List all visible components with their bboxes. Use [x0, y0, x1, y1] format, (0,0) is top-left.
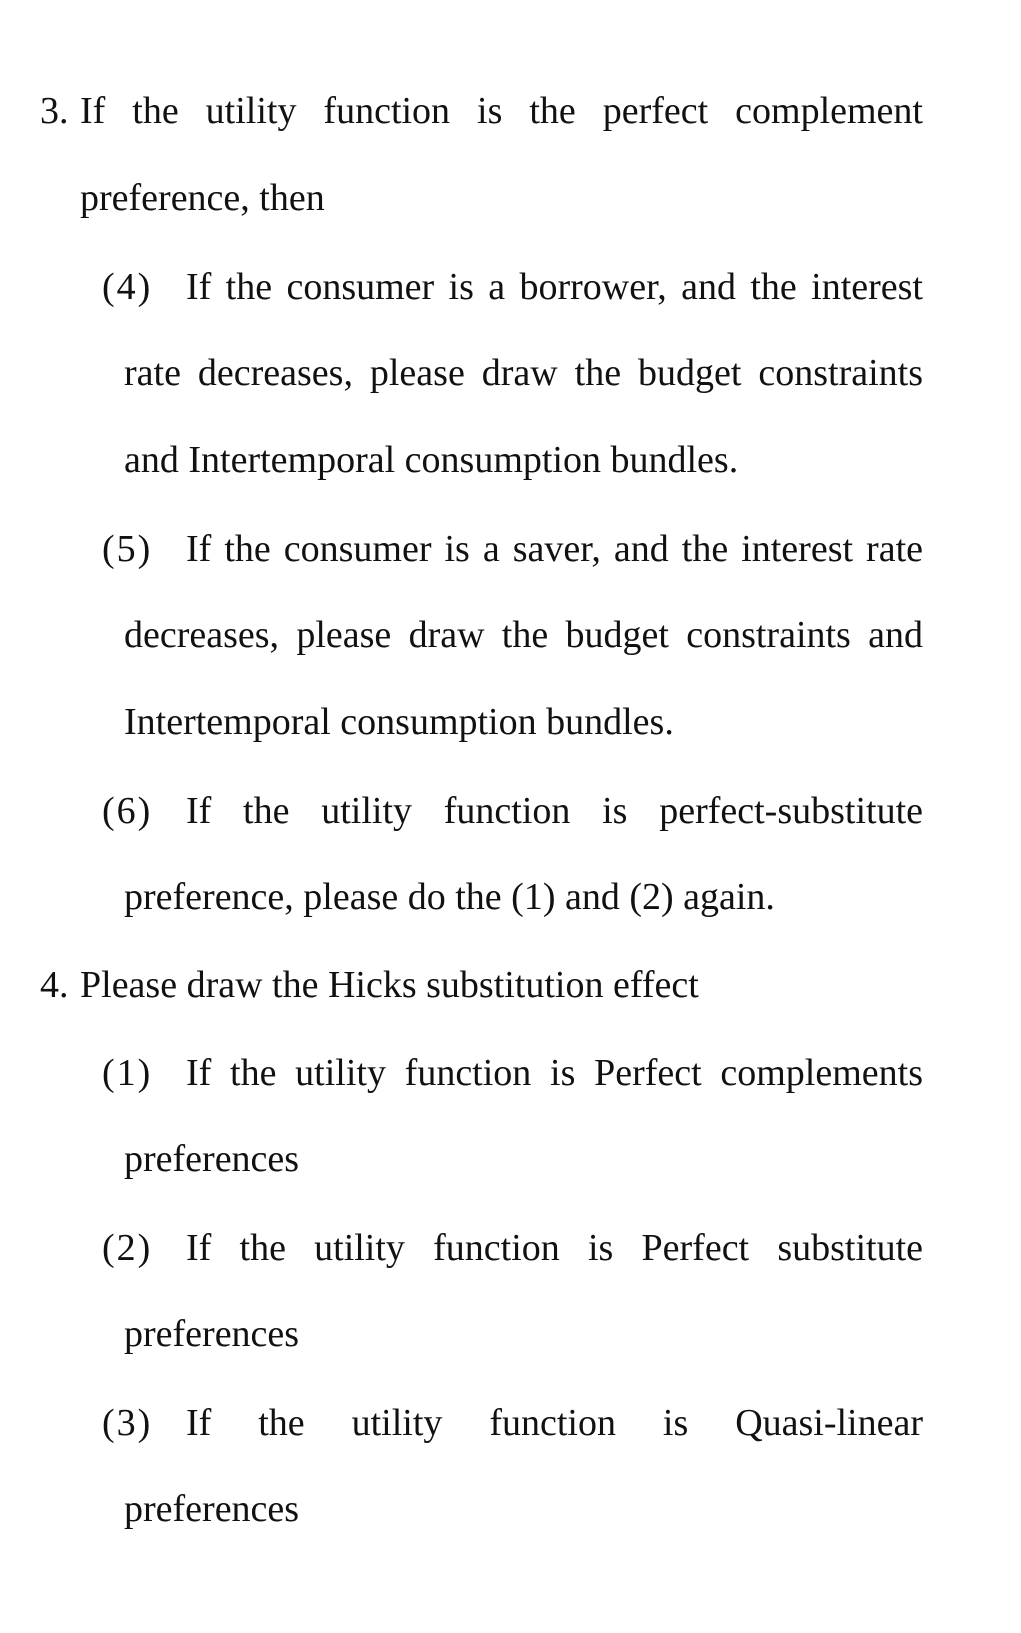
- item-marker: (1): [102, 1052, 153, 1094]
- question-number: 3.: [40, 90, 69, 132]
- item-text-line: preference, please do the (1) and (2) again.: [124, 876, 775, 918]
- item-text-line: If the consumer is a borrower, and the interest: [186, 266, 923, 308]
- question-text-line: If the utility function is the perfect complement: [80, 90, 923, 132]
- item-text-line: preferences: [124, 1313, 300, 1355]
- item-text-line: If the utility function is Quasi-linear: [186, 1402, 923, 1444]
- item-marker: (5): [102, 528, 153, 570]
- question-text-line: Please draw the Hicks substitution effect: [80, 964, 699, 1006]
- item-marker: (4): [102, 266, 153, 308]
- item-text-line: If the utility function is perfect-substitute: [186, 790, 923, 832]
- item-text-line: If the utility function is Perfect substitute: [186, 1227, 923, 1269]
- question-text-line: preference, then: [80, 177, 325, 219]
- item-text-line: If the consumer is a saver, and the interest rate: [186, 528, 923, 570]
- item-text-line: If the utility function is Perfect complements: [186, 1052, 923, 1094]
- item-text-line: and Intertemporal consumption bundles.: [124, 439, 739, 481]
- item-text-line: Intertemporal consumption bundles.: [124, 701, 674, 743]
- item-text-line: decreases, please draw the budget constraints and: [124, 614, 923, 656]
- question-number: 4.: [40, 964, 69, 1006]
- item-marker: (2): [102, 1227, 153, 1269]
- item-text-line: rate decreases, please draw the budget constraints: [124, 352, 923, 394]
- item-marker: (3): [102, 1402, 153, 1444]
- item-text-line: preferences: [124, 1488, 300, 1530]
- item-text-line: preferences: [124, 1138, 300, 1180]
- item-marker: (6): [102, 790, 153, 832]
